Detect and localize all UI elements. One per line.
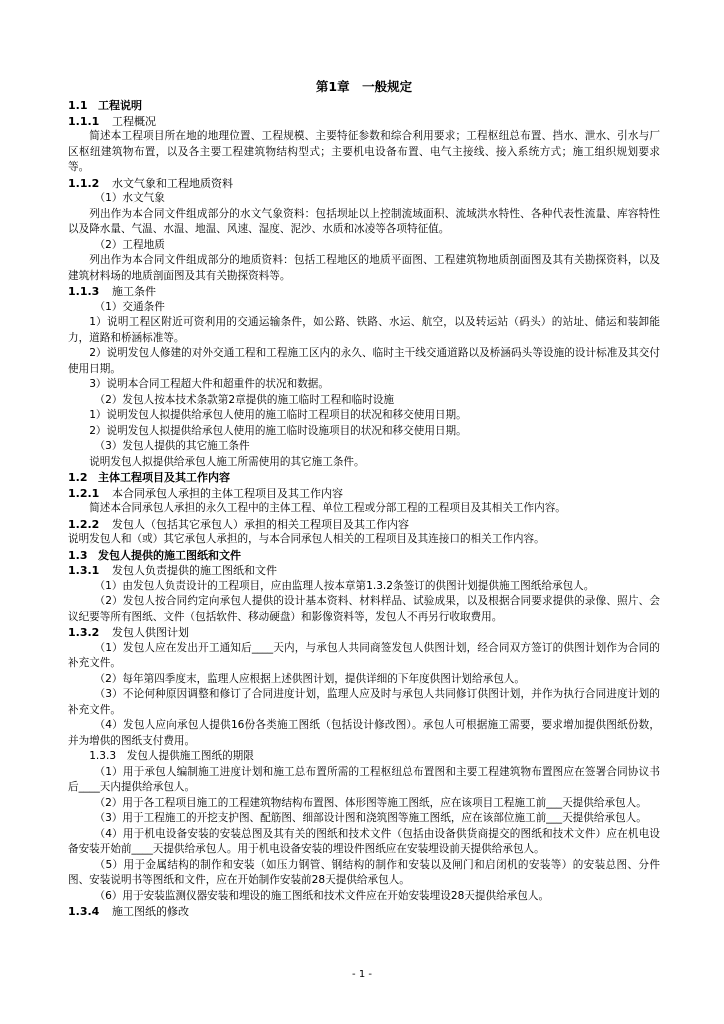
section-title: 施工条件 — [112, 285, 156, 298]
section-heading-1-1 — [68, 98, 660, 114]
section-number: 1.2.2 — [68, 517, 100, 531]
paragraph: （1）发包人应在发出开工通知后____天内，与承包人共同商签发包人供图计划，经合同双方签订的供图计划作为合同的补充文件。 — [68, 641, 660, 669]
section-heading-1-3-2 — [68, 625, 660, 641]
paragraph: （1）由发包人负责设计的工程项目，应由监理人按本章第1.3.2条签订的供图计划提供施工图纸给承包人。 — [94, 579, 595, 592]
paragraph: 1）说明工程区附近可资利用的交通运输条件，如公路、铁路、水运、航空，以及转运站（码头）的站址、储运和装卸能力，道路和桥涵标准等。 — [68, 316, 660, 344]
section-title: 发包人供图计划 — [112, 626, 189, 639]
paragraph: 2）说明发包人拟提供给承包人使用的施工临时设施项目的状况和移交使用日期。 — [89, 424, 467, 437]
section-heading-1-1-2 — [68, 176, 660, 192]
section-number: 1.1.2 — [68, 176, 100, 190]
sub-heading: （2）发包人按本技术条款第2章提供的施工临时工程和临时设施 — [94, 393, 395, 406]
sub-heading: （2）工程地质 — [94, 238, 165, 251]
section-title: 本合同承包人承担的主体工程项目及其工作内容 — [112, 486, 343, 500]
section-title: 主体工程项目及其工作内容 — [98, 471, 230, 484]
section-number: 1.3.4 — [68, 905, 100, 918]
paragraph: 说明发包人拟提供给承包人施工所需使用的其它施工条件。 — [89, 455, 365, 468]
section-title: 工程说明 — [98, 99, 142, 112]
section-number: 1.1.3 — [68, 285, 100, 298]
paragraph: 3）说明本合同工程超大件和超重件的状况和数据。 — [89, 378, 329, 390]
paragraph: （6）用于安装监测仪器安装和埋设的施工图纸和技术文件应在开始安装埋设28天提供给承包人。 — [94, 889, 550, 902]
section-number: 1.2.1 — [68, 486, 100, 500]
section-number: 1.1 — [68, 99, 88, 112]
section-number: 1.3 — [68, 548, 88, 562]
section-heading-1-2 — [68, 470, 660, 486]
section-heading-1-1-1 — [68, 114, 660, 130]
paragraph: （2）每年第四季度末，监理人应根据上述供图计划，提供详细的下年度供图计划给承包人。 — [94, 672, 525, 685]
paragraph: （4）用于机电设备安装的安装总图及其有关的图纸和技术文件（包括由设备供货商提交的图纸和技术文件）应在机电设备安装开始前____天提供给承包人。用于机电设备安装的埋设件图纸应在安装埋设前天提供给承包人。 — [68, 827, 660, 855]
section-title: 施工图纸的修改 — [112, 905, 189, 918]
sub-heading: （1）交通条件 — [94, 300, 165, 313]
section-heading-1-2-1 — [68, 486, 660, 502]
paragraph: （2）发包人按合同约定向承包人提供的设计基本资料、材料样品、试验成果，以及根据合同要求提供的录像、照片、会议纪要等所有图纸、文件（包括软件、移动硬盘）和影像资料等，发包人不再另行收取费用。 — [68, 595, 660, 623]
paragraph: 列出作为本合同文件组成部分的地质资料：包括工程地区的地质平面图、工程建筑物地质剖面图及其有关勘探资料，以及建筑材料场的地质剖面图及其有关勘探资料等。 — [68, 254, 660, 282]
chapter-title: 第1章 一般规定 — [315, 79, 413, 94]
section-title: 发包人提供的施工图纸和文件 — [98, 548, 241, 562]
paragraph: 列出作为本合同文件组成部分的水文气象资料：包括坝址以上控制流域面积、流域洪水特性、各种代表性流量、库容特性以及降水量、气温、水温、地温、风速、湿度、泥沙、水质和冰凌等各项特征值。 — [68, 207, 660, 235]
sub-heading: （1）水文气象 — [94, 192, 165, 204]
section-heading-1-3-1 — [68, 563, 660, 579]
section-heading-1-2-2 — [68, 517, 660, 533]
section-number: 1.1.1 — [68, 114, 100, 128]
section-heading-1-1-3 — [68, 284, 660, 300]
section-title: 工程概况 — [112, 114, 156, 128]
section-number: 1.3.1 — [68, 564, 100, 577]
section-number: 1.3.2 — [68, 626, 100, 639]
section-title: 发包人负责提供的施工图纸和文件 — [112, 564, 277, 577]
section-heading-1-3-3: 1.3.3 发包人提供施工图纸的期限 — [89, 750, 254, 762]
paragraph: （4）发包人应向承包人提供16份各类施工图纸（包括设计修改图）。承包人可根据施工需要，要求增加提供图纸份数，并为增供的图纸支付费用。 — [68, 719, 660, 747]
sub-heading: （3）发包人提供的其它施工条件 — [94, 440, 250, 452]
section-title: 发包人（包括其它承包人）承担的相关工程项目及其工作内容 — [112, 517, 409, 531]
section-title: 水文气象和工程地质资料 — [112, 176, 233, 190]
page-number: - 1 - — [352, 969, 372, 980]
section-heading-1-3 — [68, 548, 660, 564]
paragraph: 说明发包人和（或）其它承包人承担的，与本合同承包人相关的工程项目及其连接口的相关工作内容。 — [68, 533, 545, 545]
paragraph: 1）说明发包人拟提供给承包人使用的施工临时工程项目的状况和移交使用日期。 — [89, 409, 467, 421]
paragraph: （2）用于各工程项目施工的工程建筑物结构布置图、体形图等施工图纸，应在该项目工程施工前___天提供给承包人。 — [94, 796, 647, 809]
paragraph: （5）用于金属结构的制作和安装（如压力钢管、钢结构的制作和安装以及闸门和启闭机的安装等）的安装总图、分件图、安装说明书等图纸和文件，应在开始制作安装前28天提供给承包人。 — [68, 858, 660, 886]
document-page — [68, 78, 660, 920]
paragraph: （3）不论何种原因调整和修订了合同进度计划，监理人应及时与承包人共同修订供图计划，并作为执行合同进度计划的补充文件。 — [68, 688, 660, 716]
section-heading-1-3-4 — [68, 904, 660, 920]
paragraph: 简述本合同承包人承担的永久工程中的主体工程、单位工程或分部工程的工程项目及其相关工作内容。 — [89, 502, 566, 514]
section-number: 1.2 — [68, 471, 88, 484]
paragraph: 2）说明发包人修建的对外交通工程和工程施工区内的永久、临时主干线交通道路以及桥涵码头等设施的设计标准及其交付使用日期。 — [68, 347, 660, 375]
paragraph: （1）用于承包人编制施工进度计划和施工总布置所需的工程枢纽总布置图和主要工程建筑物布置图应在签署合同协议书后____天内提供给承包人。 — [68, 765, 660, 793]
paragraph: （3）用于工程施工的开挖支护图、配筋图、细部设计图和浇筑图等施工图纸，应在该部位施工前___天提供给承包人。 — [94, 812, 647, 824]
paragraph: 简述本工程项目所在地的地理位置、工程规模、主要特征参数和综合利用要求；工程枢纽总布置、挡水、泄水、引水与厂区枢纽建筑物布置，以及各主要工程建筑物结构型式；主要机电设备布置、电气主接线、接入系统方式；施工组织规划要求等。 — [68, 130, 660, 173]
